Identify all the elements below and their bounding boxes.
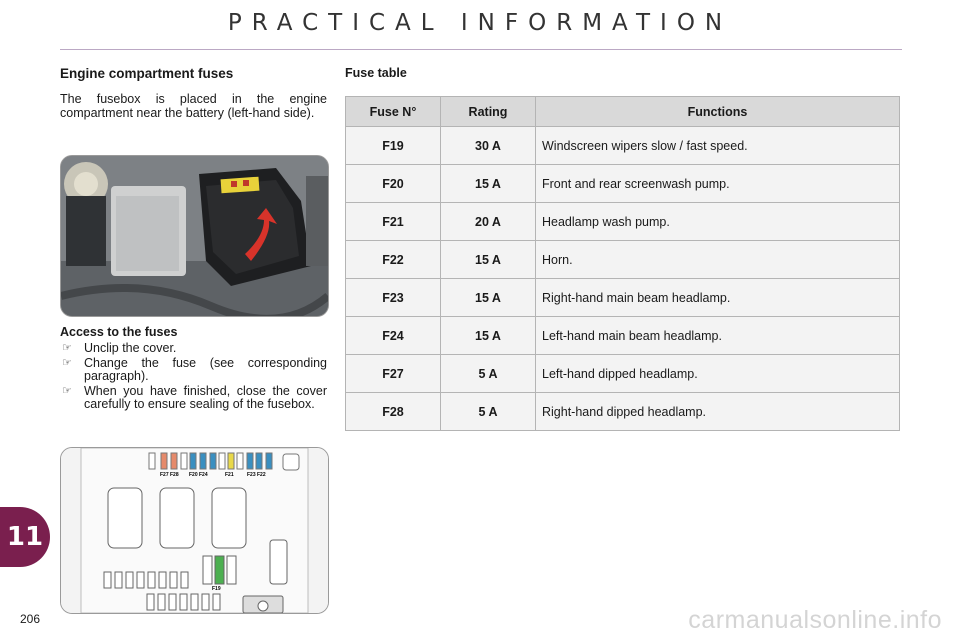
function-cell: Left-hand main beam headlamp. xyxy=(536,317,900,355)
list-item: ☞ Unclip the cover. xyxy=(62,341,177,355)
function-cell: Horn. xyxy=(536,241,900,279)
function-cell: Right-hand main beam headlamp. xyxy=(536,279,900,317)
function-cell: Headlamp wash pump. xyxy=(536,203,900,241)
fuse-group-label: F21 xyxy=(225,472,234,478)
access-steps-list xyxy=(60,342,327,413)
rating-cell: 15 A xyxy=(441,317,536,355)
fuse-group-label: F20 F24 xyxy=(189,472,208,478)
fuse-number-cell: F28 xyxy=(346,393,441,431)
pointing-hand-icon: ☞ xyxy=(62,356,72,369)
fuse-number-cell: F22 xyxy=(346,241,441,279)
fuse-group-label: F23 F22 xyxy=(247,472,266,478)
fuse-number-cell: F24 xyxy=(346,317,441,355)
table-row xyxy=(346,203,900,241)
table-row xyxy=(346,317,900,355)
table-row xyxy=(346,279,900,317)
page-number: 206 xyxy=(20,612,41,626)
section-title: Engine compartment fuses xyxy=(60,66,234,81)
table-row xyxy=(346,355,900,393)
fuse-number-cell: F19 xyxy=(346,127,441,165)
fuse-table xyxy=(345,96,900,431)
pointing-hand-icon: ☞ xyxy=(62,384,72,397)
rating-cell: 5 A xyxy=(441,355,536,393)
fuse-group-label: F27 F28 xyxy=(160,472,179,478)
access-title: Access to the fuses xyxy=(60,325,178,339)
table-row xyxy=(346,127,900,165)
table-row xyxy=(346,393,900,431)
column-header-functions: Functions xyxy=(536,97,900,127)
function-cell: Right-hand dipped headlamp. xyxy=(536,393,900,431)
list-item: ☞ When you have finished, close the cover carefully to ensure sealing of the fusebox. xyxy=(62,383,327,411)
rating-cell: 15 A xyxy=(441,165,536,203)
intro-paragraph: The fusebox is placed in the engine compartment near the battery (left-hand side). xyxy=(60,92,327,120)
rating-cell: 15 A xyxy=(441,279,536,317)
rating-cell: 5 A xyxy=(441,393,536,431)
rating-cell: 15 A xyxy=(441,241,536,279)
fuse-table-title: Fuse table xyxy=(345,66,407,80)
fuse-number-cell: F23 xyxy=(346,279,441,317)
table-row xyxy=(346,165,900,203)
engine-compartment-photo xyxy=(60,155,329,317)
fuse-number-cell: F21 xyxy=(346,203,441,241)
rating-cell: 30 A xyxy=(441,127,536,165)
list-item: ☞ Change the fuse (see corresponding paragraph). xyxy=(62,355,327,383)
watermark: carmanualsonline.info xyxy=(688,606,942,634)
fuse-number-cell: F27 xyxy=(346,355,441,393)
table-header-row xyxy=(346,97,900,127)
pointing-hand-icon: ☞ xyxy=(62,342,72,354)
function-cell: Windscreen wipers slow / fast speed. xyxy=(536,127,900,165)
column-header-rating: Rating xyxy=(441,97,536,127)
column-header-fuse: Fuse N° xyxy=(346,97,441,127)
table-row xyxy=(346,241,900,279)
rating-cell: 20 A xyxy=(441,203,536,241)
header-divider xyxy=(60,49,902,50)
chapter-tab: 11 xyxy=(0,507,50,567)
fusebox-diagram xyxy=(60,447,329,614)
fuse-number-cell: F20 xyxy=(346,165,441,203)
fuse-f19-label: F19 xyxy=(212,586,221,592)
page-header-title: PRACTICAL INFORMATION xyxy=(227,10,733,36)
function-cell: Left-hand dipped headlamp. xyxy=(536,355,900,393)
function-cell: Front and rear screenwash pump. xyxy=(536,165,900,203)
